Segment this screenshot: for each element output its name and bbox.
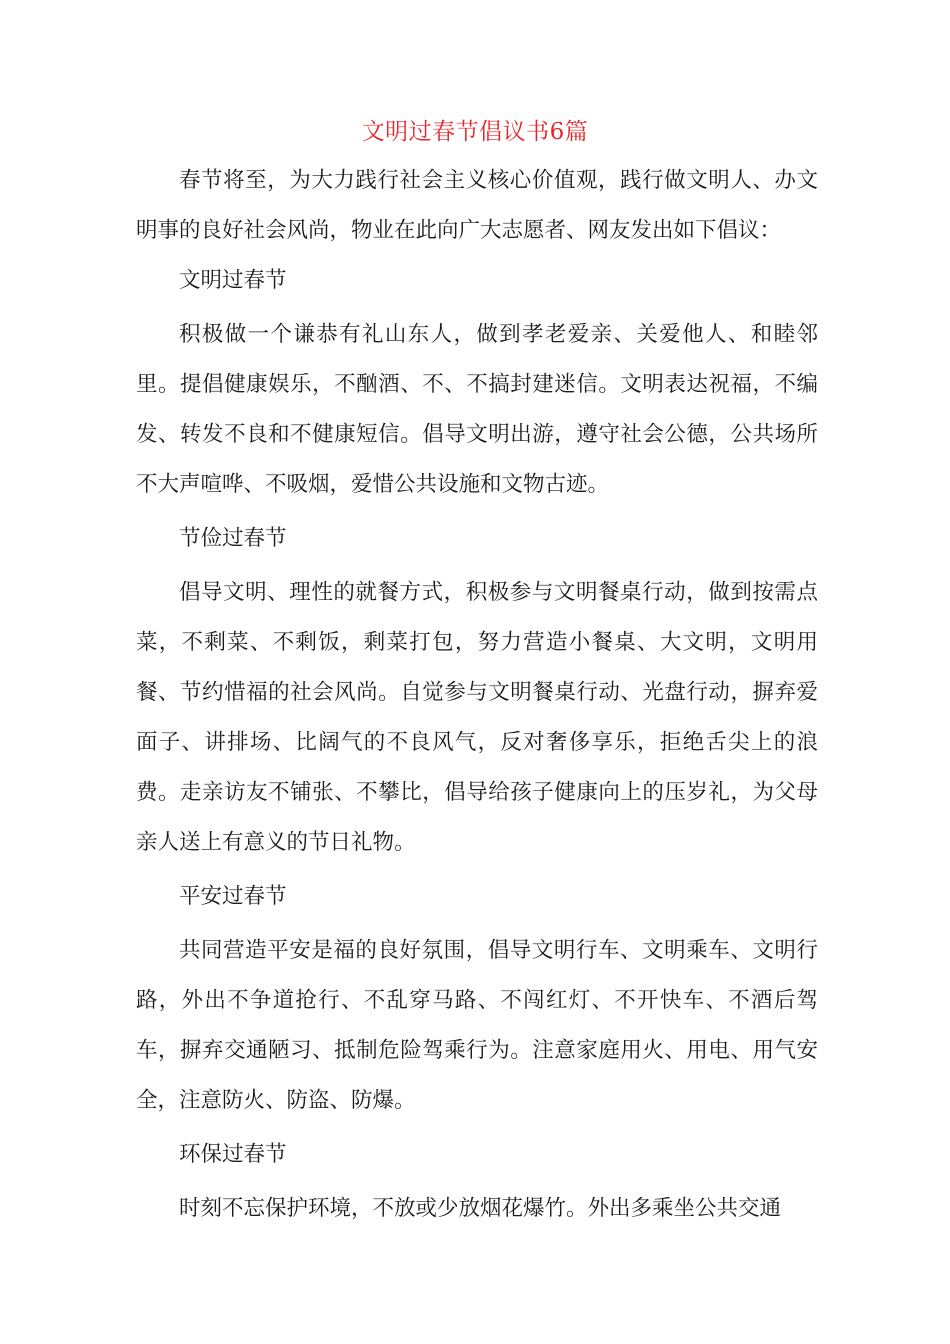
section-body-eco: 时刻不忘保护环境，不放或少放烟花爆竹。外出多乘坐公共交通	[179, 1196, 782, 1221]
document-content	[136, 156, 818, 1234]
section-body-civilized: 积极做一个谦恭有礼山东人，做到孝老爱亲、关爱他人、和睦邻里。提倡健康娱乐，不酗酒、不、不搞封建迷信。文明表达祝福，不编发、转发不良和不健康短信。倡导文明出游，遵守社会公德，公共场所不大声喧哗、不吸烟，爱惜公共设施和文物古迹。	[136, 322, 818, 497]
section-body-frugal: 倡导文明、理性的就餐方式，积极参与文明餐桌行动，做到按需点菜，不剩菜、不剩饭，剩菜打包，努力营造小餐桌、大文明，文明用餐、节约惜福的社会风尚。自觉参与文明餐桌行动、光盘行动，摒弃爱面子、讲排场、比阔气的不良风气，反对奢侈享乐，拒绝舌尖上的浪费。走亲访友不铺张、不攀比，倡导给孩子健康向上的压岁礼，为父母亲人送上有意义的节日礼物。	[136, 580, 818, 855]
document-title: 文明过春节倡议书6篇	[361, 119, 589, 145]
section-heading-safe: 平安过春节	[179, 884, 287, 909]
section-heading-civilized: 文明过春节	[179, 268, 287, 293]
intro-paragraph: 春节将至，为大力践行社会主义核心价值观，践行做文明人、办文明事的良好社会风尚，物业在此向广大志愿者、网友发出如下倡议：	[136, 168, 818, 243]
section-heading-eco: 环保过春节	[179, 1142, 287, 1167]
section-body-safe: 共同营造平安是福的良好氛围，倡导文明行车、文明乘车、文明行路，外出不争道抢行、不乱穿马路、不闯红灯、不开快车、不酒后驾车，摒弃交通陋习、抵制危险驾乘行为。注意家庭用火、用电、用气安全，注意防火、防盗、防爆。	[136, 938, 818, 1113]
section-heading-frugal: 节俭过春节	[179, 526, 287, 551]
